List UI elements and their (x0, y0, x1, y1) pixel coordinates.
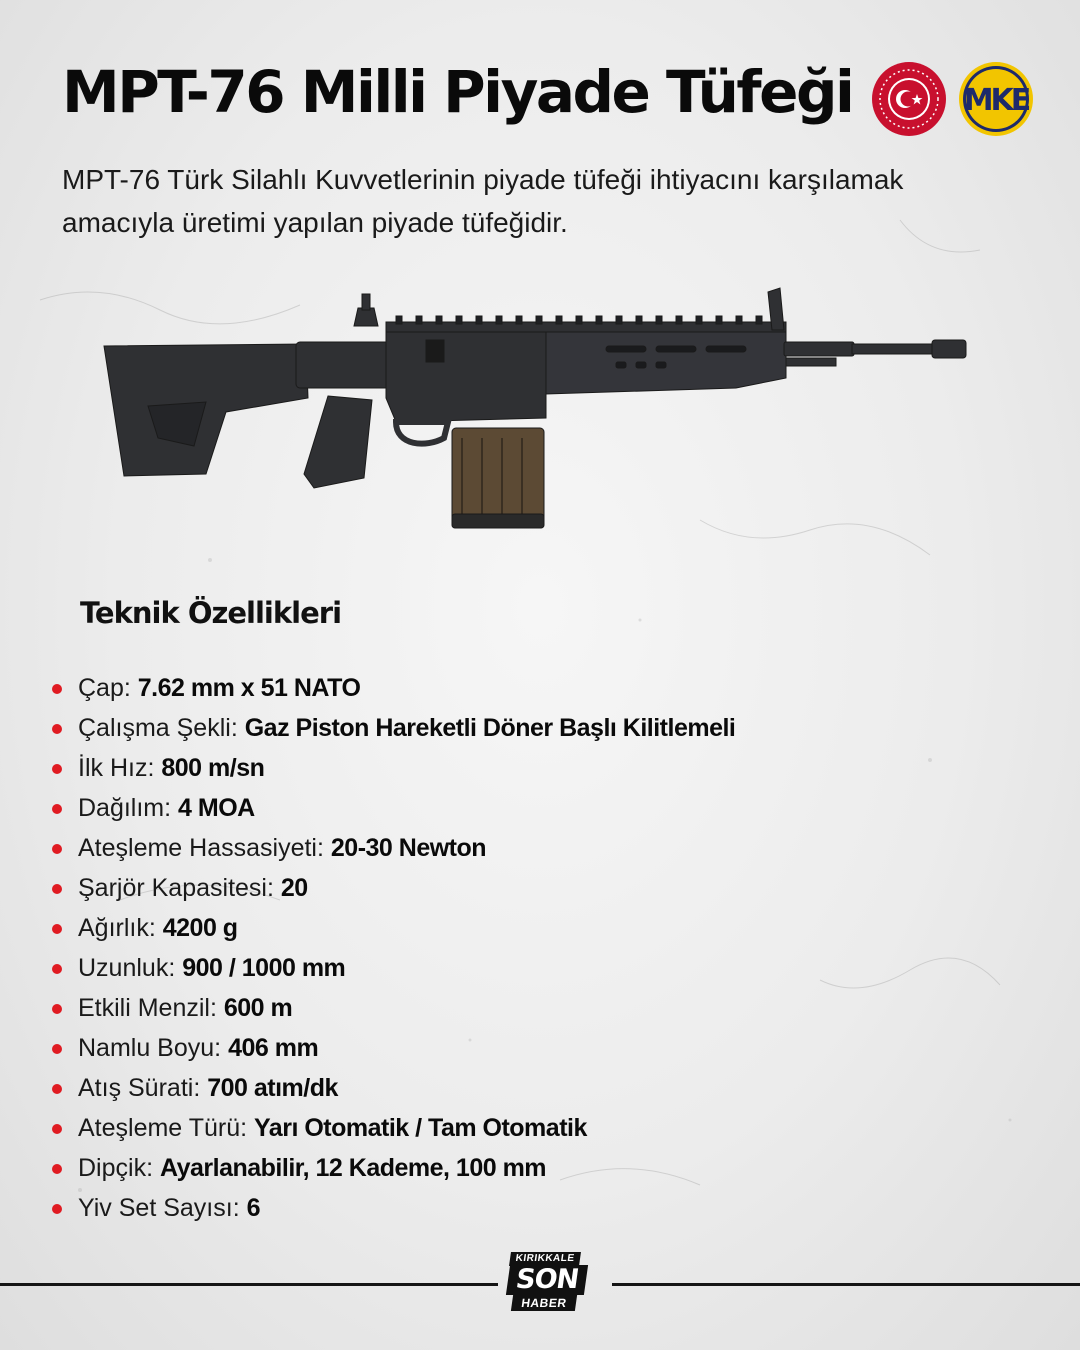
spec-value: 406 mm (228, 1034, 319, 1062)
spec-value: 900 / 1000 mm (182, 954, 346, 982)
spec-value: 4 MOA (178, 794, 255, 822)
bullet-dot-icon (52, 1044, 62, 1054)
page-title: MPT-76 Milli Piyade Tüfeği (62, 58, 853, 126)
spec-item (52, 1028, 735, 1068)
spec-item (52, 708, 735, 748)
spec-label: Çalışma Şekli: (78, 714, 238, 742)
brand-top-text: KIRIKKALE (509, 1252, 581, 1266)
bullet-dot-icon (52, 764, 62, 774)
spec-label: Çap: (78, 674, 131, 702)
spec-value: Yarı Otomatik / Tam Otomatik (254, 1114, 587, 1142)
spec-item (52, 1108, 735, 1148)
spec-value: 7.62 mm x 51 NATO (137, 674, 361, 702)
spec-value: 20-30 Newton (330, 834, 487, 862)
spec-item (52, 1148, 735, 1188)
spec-label: Şarjör Kapasitesi: (78, 874, 274, 902)
bullet-dot-icon (52, 1164, 62, 1174)
specs-title: Teknik Özellikleri (80, 596, 342, 630)
bullet-dot-icon (52, 1204, 62, 1214)
spec-label: Etkili Menzil: (78, 994, 217, 1022)
spec-item (52, 1068, 735, 1108)
spec-label: Yiv Set Sayısı: (78, 1194, 240, 1222)
brand-logo (502, 1252, 608, 1330)
bullet-dot-icon (52, 884, 62, 894)
bullet-dot-icon (52, 924, 62, 934)
spec-item (52, 788, 735, 828)
spec-label: Ateşleme Hassasiyeti: (78, 834, 324, 862)
msb-emblem-icon (870, 60, 948, 138)
svg-text:MKE: MKE (963, 83, 1029, 118)
bullet-dot-icon (52, 804, 62, 814)
footer-divider-right (612, 1283, 1080, 1286)
intro-text: MPT-76 Türk Silahlı Kuvvetlerinin piyade tüfeği ihtiyacını karşılamak amacıyla üretimi yapılan piyade tüfeğidir. (62, 164, 904, 238)
spec-value: 800 m/sn (161, 754, 265, 782)
spec-item (52, 668, 735, 708)
bullet-dot-icon (52, 724, 62, 734)
mke-logo-icon (956, 60, 1036, 138)
spec-item (52, 1188, 735, 1228)
bullet-dot-icon (52, 684, 62, 694)
spec-value: 20 (280, 874, 308, 902)
spec-label: Dipçik: (78, 1154, 154, 1182)
footer-divider-left (0, 1283, 498, 1286)
bullet-dot-icon (52, 1084, 62, 1094)
bullet-dot-icon (52, 1004, 62, 1014)
spec-item (52, 748, 735, 788)
spec-label: Namlu Boyu: (78, 1034, 222, 1062)
rifle-image (96, 278, 976, 538)
spec-value: 4200 g (162, 914, 238, 942)
spec-value: Gaz Piston Hareketli Döner Başlı Kilitlemeli (244, 714, 736, 742)
spec-value: Ayarlanabilir, 12 Kademe, 100 mm (159, 1154, 547, 1182)
specs-list (52, 668, 735, 1228)
brand-main-text: SON (506, 1265, 588, 1295)
spec-item (52, 988, 735, 1028)
spec-item (52, 828, 735, 868)
spec-label: Atış Sürati: (78, 1074, 201, 1102)
bullet-dot-icon (52, 1124, 62, 1134)
spec-label: İlk Hız: (78, 754, 155, 782)
spec-label: Uzunluk: (78, 954, 176, 982)
bullet-dot-icon (52, 964, 62, 974)
spec-value: 600 m (223, 994, 293, 1022)
spec-item (52, 908, 735, 948)
bullet-dot-icon (52, 844, 62, 854)
spec-label: Ağırlık: (78, 914, 156, 942)
spec-value: 700 atım/dk (207, 1074, 338, 1102)
spec-label: Ateşleme Türü: (78, 1114, 248, 1142)
logo-group (870, 58, 1040, 138)
brand-sub-text: HABER (511, 1295, 577, 1311)
spec-item (52, 868, 735, 908)
spec-item (52, 948, 735, 988)
spec-label: Dağılım: (78, 794, 172, 822)
spec-value: 6 (246, 1194, 260, 1222)
